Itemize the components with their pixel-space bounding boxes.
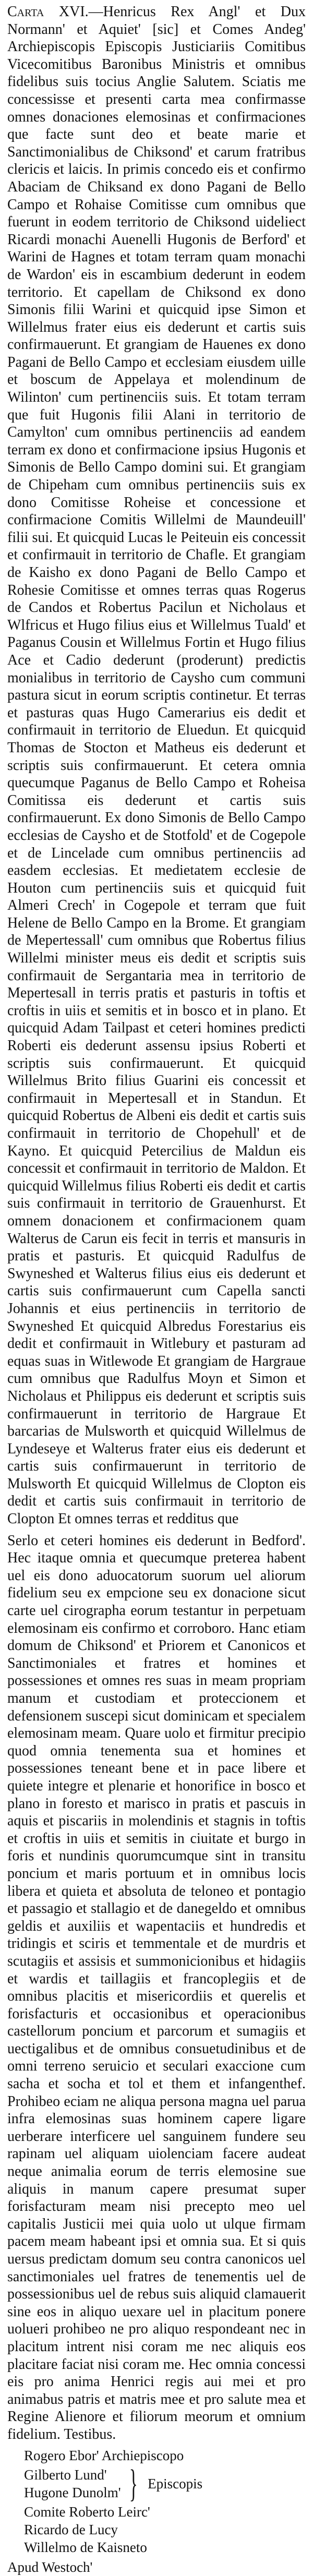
charter-text [7,3,306,2443]
charter-place: Apud Westoch' [7,2559,93,2575]
witness-bishops-names [24,2466,121,2501]
witness-name: Comite Roberto Leirc' [24,2503,150,2520]
witness-archbishop: Rogero Ebor' Archiepiscopo [24,2447,184,2463]
witness-bishops-group [24,2464,306,2503]
witness-bishop: Hugone Dunolm' [24,2484,121,2500]
charter-number: Carta XVI. [7,4,89,20]
witness-bishops-label: Episcopis [148,2475,203,2491]
charter-address: —Henricus Rex Angl' et Dux Normann' et Aquiet' [sic] et Comes Andeg' Archiepiscopis Episcopis Justiciariis Comitibus Vicecomitibus Baronibus Ministris et omnibus fidelibus suis tocius Anglie Salutem. [7,4,306,90]
witness-list [24,2447,306,2556]
charter-paragraph-continuation: Serlo et ceteri homines eis dederunt in Bedford'. Hec itaque omnia et quecumque preterea habent uel eis dono aduocatorum suorum uel aliorum fidelium seu ex empcione seu ex donacione sicut carte uel cirographa eorum testantur in perpetuam elemosinam eis confirmo et corroboro. Hanc etiam domum de Chiksond' et Priorem et Canonicos et Sanctimoniales et fratres et homines et possessiones et omnes res suas in meam propriam manum et custodiam et proteccionem et defensionem suscepi sicut dominicam et specialem elemosinam meam. Quare uolo et firmitur precipio quod omnia tenementa sua et homines et possessiones teneant bene et in pace libere et quiete integre et plenarie et honorifice in bosco et plano in foresto et marisco in pratis et pascuis in aquis et piscariis in molendinis et stagnis in toftis et croftis in uiis et semitis in ciuitate et burgo in foris et nundinis quorumcumque sint in transitu poncium et maris portuum et in omnibus locis libera et quieta et absoluta de teloneo et pontagio et passagio et stallagio et de danegeldo et omnibus geldis et auxiliis et wapentaciis et hundredis et tridingis et sciris et temmentale et de murdris et scutagiis et assisis et summonicionibus et hidagiis et wardis et taillagiis et francoplegiis et de omnibus placitis et misericordiis et querelis et forisfacturis et occasionibus et operacionibus castellorum poncium et parcorum et sumagiis et uectigalibus et de omnibus consuetudinibus et de omni terreno seruicio et seculari exaccione cum sacha et socha et tol et them et infangenthef. Prohibeo eciam ne aliqua persona magna uel parua infra elemosinas suas hominem capere ligare uerberare interficere uel sanguinem fundere seu rapinam uel aliquam uiolenciam facere audeat neque animalia eorum de terris elemosine sue aliquis in manum capere presumat super forisfacturam meam nisi precepto meo uel capitalis Justicii mei quia uolo ut ulque firmam pacem meam habeant ipsi et omnia sua. Et si quis uersus predictam domum seu contra canonicos uel sanctimoniales uel fratres de tenementis uel de possessionibus uel de rebus suis aliquid clamauerit sine eos in aliquo uexare uel in placitum ponere uolueri prohibeo ne pro aliquo respondeant nec in placitum intrent nisi coram me nec aliquis eos placitare faciat nisi coram me. Hec omnia concessi eis pro anima Henrici regis aui mei et pro animabus patris et matris mee et pro salute mea et Regine Alienore et filiorum meorum et omnium fidelium. Testibus. [7,1532,306,2442]
charter-body-part-1: Sciatis me concessisse et presenti carta mea confirmasse omnes donaciones elemosinas et confirmaciones que facte sunt deo et beate marie et Sanctimonialibus de Chiksond' et carum fratribus clericis et laicis. In primis concedo eis et confirmo Abaciam de Chiksand ex dono Pagani de Bello Campo et Rohaise Comitisse cum omnibus que fuerunt in eodem territorio de Chiksond uideliect Ricardi monachi Auenelli Hugonis de Berford' et Warini de Hagnes et totam terram quam monachi de Wardon' eis in escambium dederunt in eodem territorio. Et capellam de Chiksond ex dono Simonis filii Warini et quicquid ipse Simon et Willelmus frater eius eis dederunt et cartis suis confirmauerunt. Et grangiam de Hauenes ex dono Pagani de Bello Campo et ecclesiam eiusdem uille et boscum de Appelaya et molendinum de Wilinton' cum pertinenciis suis. Et totam terram que fuit Hugonis filii Alani in territorio de Camylton' cum omnibus pertinenciis ad eandem terram ex dono et confirmacione ipsius Hugonis et Simonis de Bello Campo domini sui. Et grangiam de Chipeham cum omnibus pertinenciis suis ex dono Comitisse Roheise et concessione et confirmacione Comitis Willelmi de Maundeuill' filii sui. Et quicquid Lucas le Peiteuin eis concessit et confirmauit in territorio de Chafle. Et grangiam de Kaisho ex dono Pagani de Bello Campo et Rohesie Comitisse et omnes terras quas Rogerus de Candos et Robertus Pacilun et Nicholaus et Wlfricus et Hugo filius eius et Willelmus Tuald' et Paganus Cousin et Willelmus Fortin et Hugo filius Ace et Cadio dederunt (proderunt) predictis monialibus in territorio de Caysho cum communi pastura sicut in eorum scriptis continetur. Et terras et pasturas quas Hugo Camerarius eis dedit et confirmauit in territorio de Eluedun. Et quicquid Thomas de Stocton et Matheus eis dederunt et scriptis suis confirmauerunt. Et cetera omnia quecumque Paganus de Bello Campo et Roheisa Comitissa eis dederunt et cartis suis confirmauerunt. Ex dono Simonis de Bello Campo ecclesias de Caysho et de Stotfold' et de Cogepole et de Lincelade cum omnibus pertinenciis ad easdem ecclesias. Et medietatem ecclesie de Houton cum pertinenciis suis et quicquid fuit Almeri Crech' in Cogepole et terram que fuit Helene de Bello Campo en la Brome. Et grangiam de Mepertessall' cum omnibus que Robertus filius Willelmi minister meus eis dedit et scriptis suis confirmauit de Sergantaria mea in territorio de Mepertesall in terris pratis et pasturis in toftis et croftis in uiis et semitis et in bosco et in plano. Et quicquid Adam Tailpast et ceteri homines predicti Roberti eis dederunt assensu ipsius Roberti et scriptis suis confirmauerunt. Et quicquid Willelmus Brito filius Guarini eis concessit et confirmauit in Mepertesall et in Standun. Et quicquid Robertus de Albeni eis dedit et cartis suis confirmauit in territorio de Chopehull' et de Kayno. Et quicquid Petercilius de Maldun eis concessit et confirmauit in territorio de Maldon. Et quicquid Willelmus filius Roberti eis dedit et cartis suis confirmauit in territorio de Grauenhurst. Et omnem donacionem et confirmacionem quam Walterus de Carun eis fecit in terris et mansuris in pratis et pasturis. Et quicquid Radulfus de Swyneshed et Walterus filius eius eis dederunt et cartis suis confirmauerunt cum Capella sancti Johannis et eius pertinenciis in territorio de Swyneshed Et quicquid Albredus Forestarius eis dedit et confirmauit in Witlebury et pasturam ad equas suas in Witlewode Et grangiam de Hargraue cum omnibus que Radulfus Moyn et Simon et Nicholaus et Philippus eis dederunt et scriptis suis confirmauerunt in territorio de Hargraue Et barcarias de Mulsworth et quicquid Willelmus de Lyndeseye et Walterus frater eius eis dederunt et cartis suis confirmauerunt in territorio de Mulsworth Et quicquid Willelmus de Clopton eis dedit et cartis suis confirmauit in territorio de Clopton Et omnes terras et redditus que [7,74,306,1527]
witness-name: Willelmo de Kaisneto [24,2539,147,2555]
witness-bishop: Gilberto Lund' [24,2466,107,2483]
witness-name: Ricardo de Lucy [24,2521,118,2537]
curly-brace-icon: } [129,2462,138,2505]
charter-paragraph-main [7,3,306,1528]
